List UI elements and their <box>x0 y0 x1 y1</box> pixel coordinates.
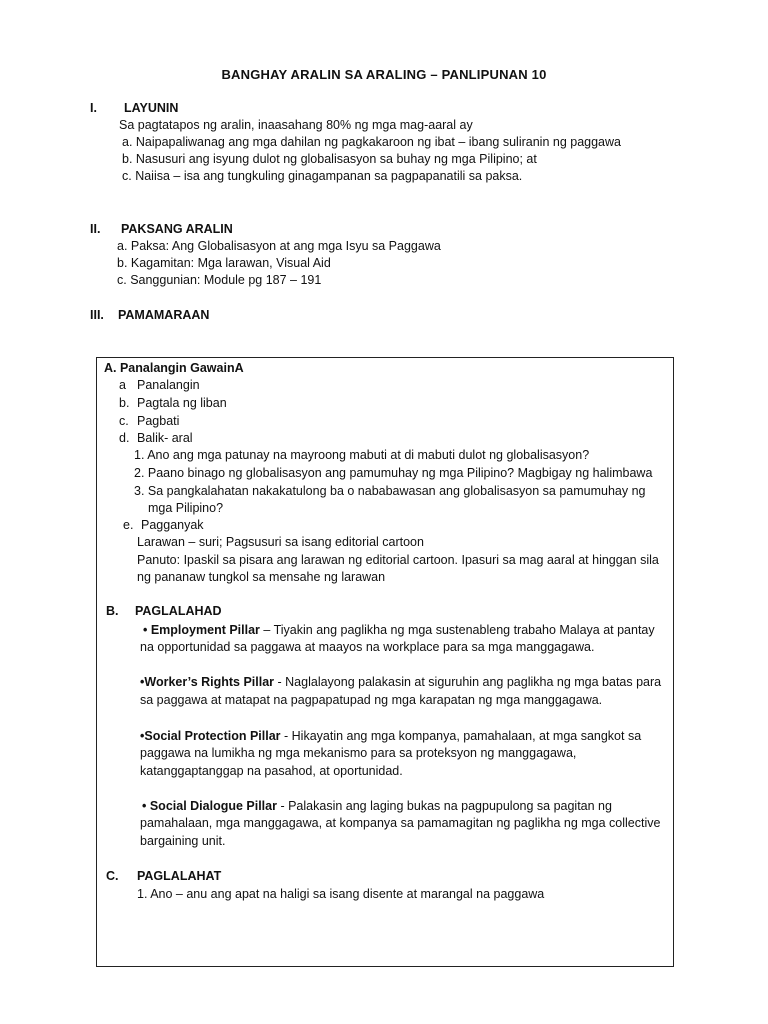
topic-item: c. Sanggunian: Module pg 187 – 191 <box>117 273 322 287</box>
part-b-heading: PAGLALAHAD <box>135 604 222 618</box>
list-item: Balik- aral <box>137 431 193 445</box>
section-2-number: II. <box>90 222 101 236</box>
list-letter: e. <box>123 518 134 532</box>
review-question: 1. Ano ang mga patunay na mayroong mabuti at di mabuti dulot ng globalisasyon? <box>134 448 590 462</box>
part-b-number: B. <box>106 604 119 618</box>
part-c-number: C. <box>106 869 119 883</box>
section-1-number: I. <box>90 101 97 115</box>
pillar-line <box>140 728 641 746</box>
pillar-description: - Naglalayong palakasin at siguruhin ang paglikha ng mga batas para <box>274 675 662 689</box>
list-letter: d. <box>119 431 130 445</box>
pillar-line: bargaining unit. <box>140 834 226 848</box>
motivation-line: ng pananaw tungkol sa mensahe ng larawan <box>137 570 386 584</box>
motivation-line: Larawan – suri; Pagsusuri sa isang editorial cartoon <box>137 535 424 549</box>
pillar-line <box>140 674 661 692</box>
objective-item: a. Naipapaliwanag ang mga dahilan ng pagkakaroon ng ibat – ibang suliranin ng paggawa <box>122 135 621 149</box>
pillar-name: • Employment Pillar <box>143 623 260 637</box>
list-item: Pagbati <box>137 414 180 428</box>
pillar-name: •Worker’s Rights Pillar <box>140 675 275 689</box>
section-1-heading: LAYUNIN <box>124 101 179 115</box>
part-c-heading: PAGLALAHAT <box>137 869 222 883</box>
list-letter: c. <box>119 414 129 428</box>
list-item: Pagganyak <box>141 518 204 532</box>
objective-item: b. Nasusuri ang isyung dulot ng globalisasyon sa buhay ng mga Pilipino; at <box>122 152 537 166</box>
pillar-description: – Tiyakin ang paglikha ng mga sustenableng trabaho Malaya at pantay <box>259 623 655 637</box>
list-letter: a <box>119 378 126 392</box>
section-2-heading: PAKSANG ARALIN <box>121 222 233 236</box>
review-question: 3. Sa pangkalahatan nakakatulong ba o nababawasan ang globalisasyon sa pamumuhay ng <box>134 484 646 498</box>
pillar-line: pamahalaan, mga manggagawa, at kompanya sa pamamagitan ng paglikha ng mga collective <box>140 816 661 830</box>
pillar-line: katanggaptanggap na pasahod, at oportunidad. <box>140 764 403 778</box>
motivation-line: Panuto: Ipaskil sa pisara ang larawan ng editorial cartoon. Ipasuri sa mag aaral at hinggan sila <box>137 553 659 567</box>
pillar-description: - Palakasin ang laging bukas na pagpupulong sa pagitan ng <box>276 799 612 813</box>
pillar-name: • Social Dialogue Pillar <box>142 799 277 813</box>
pillar-name: •Social Protection Pillar <box>140 729 281 743</box>
pillar-line: paggawa na lumikha ng mga mekanismo para sa proteksyon ng manggagawa, <box>140 746 577 760</box>
list-letter: b. <box>119 396 130 410</box>
section-3-heading: PAMAMARAAN <box>118 308 210 322</box>
section-1-intro: Sa pagtatapos ng aralin, inaasahang 80% ng mga mag-aaral ay <box>119 118 473 132</box>
topic-item: a. Paksa: Ang Globalisasyon at ang mga Isyu sa Paggawa <box>117 239 441 253</box>
part-a-heading: A. Panalangin GawainA <box>104 361 244 375</box>
topic-item: b. Kagamitan: Mga larawan, Visual Aid <box>117 256 331 270</box>
section-3-number: III. <box>90 308 104 322</box>
list-item: Pagtala ng liban <box>137 396 227 410</box>
document-title: BANGHAY ARALIN SA ARALING – PANLIPUNAN 10 <box>221 67 547 82</box>
pillar-line: sa paggawa at matapat na pagpapatupad ng mga karapatan ng mga manggagawa. <box>140 693 603 707</box>
list-item: Panalangin <box>137 378 200 392</box>
pillar-line <box>143 622 655 640</box>
review-question-continued: mga Pilipino? <box>148 501 224 515</box>
objective-item: c. Naiisa – isa ang tungkuling ginagampanan sa pagpapanatili sa paksa. <box>122 169 523 183</box>
pillar-line: na opportunidad sa paggawa at maayos na workplace para sa mga manggagawa. <box>140 640 595 654</box>
generalization-question: 1. Ano – anu ang apat na haligi sa isang disente at marangal na paggawa <box>137 887 545 901</box>
review-question: 2. Paano binago ng globalisasyon ang pamumuhay ng mga Pilipino? Magbigay ng halimbawa <box>134 466 653 480</box>
pillar-line <box>142 798 612 816</box>
pillar-description: - Hikayatin ang mga kompanya, pamahalaan, at mga sangkot sa <box>280 729 642 743</box>
